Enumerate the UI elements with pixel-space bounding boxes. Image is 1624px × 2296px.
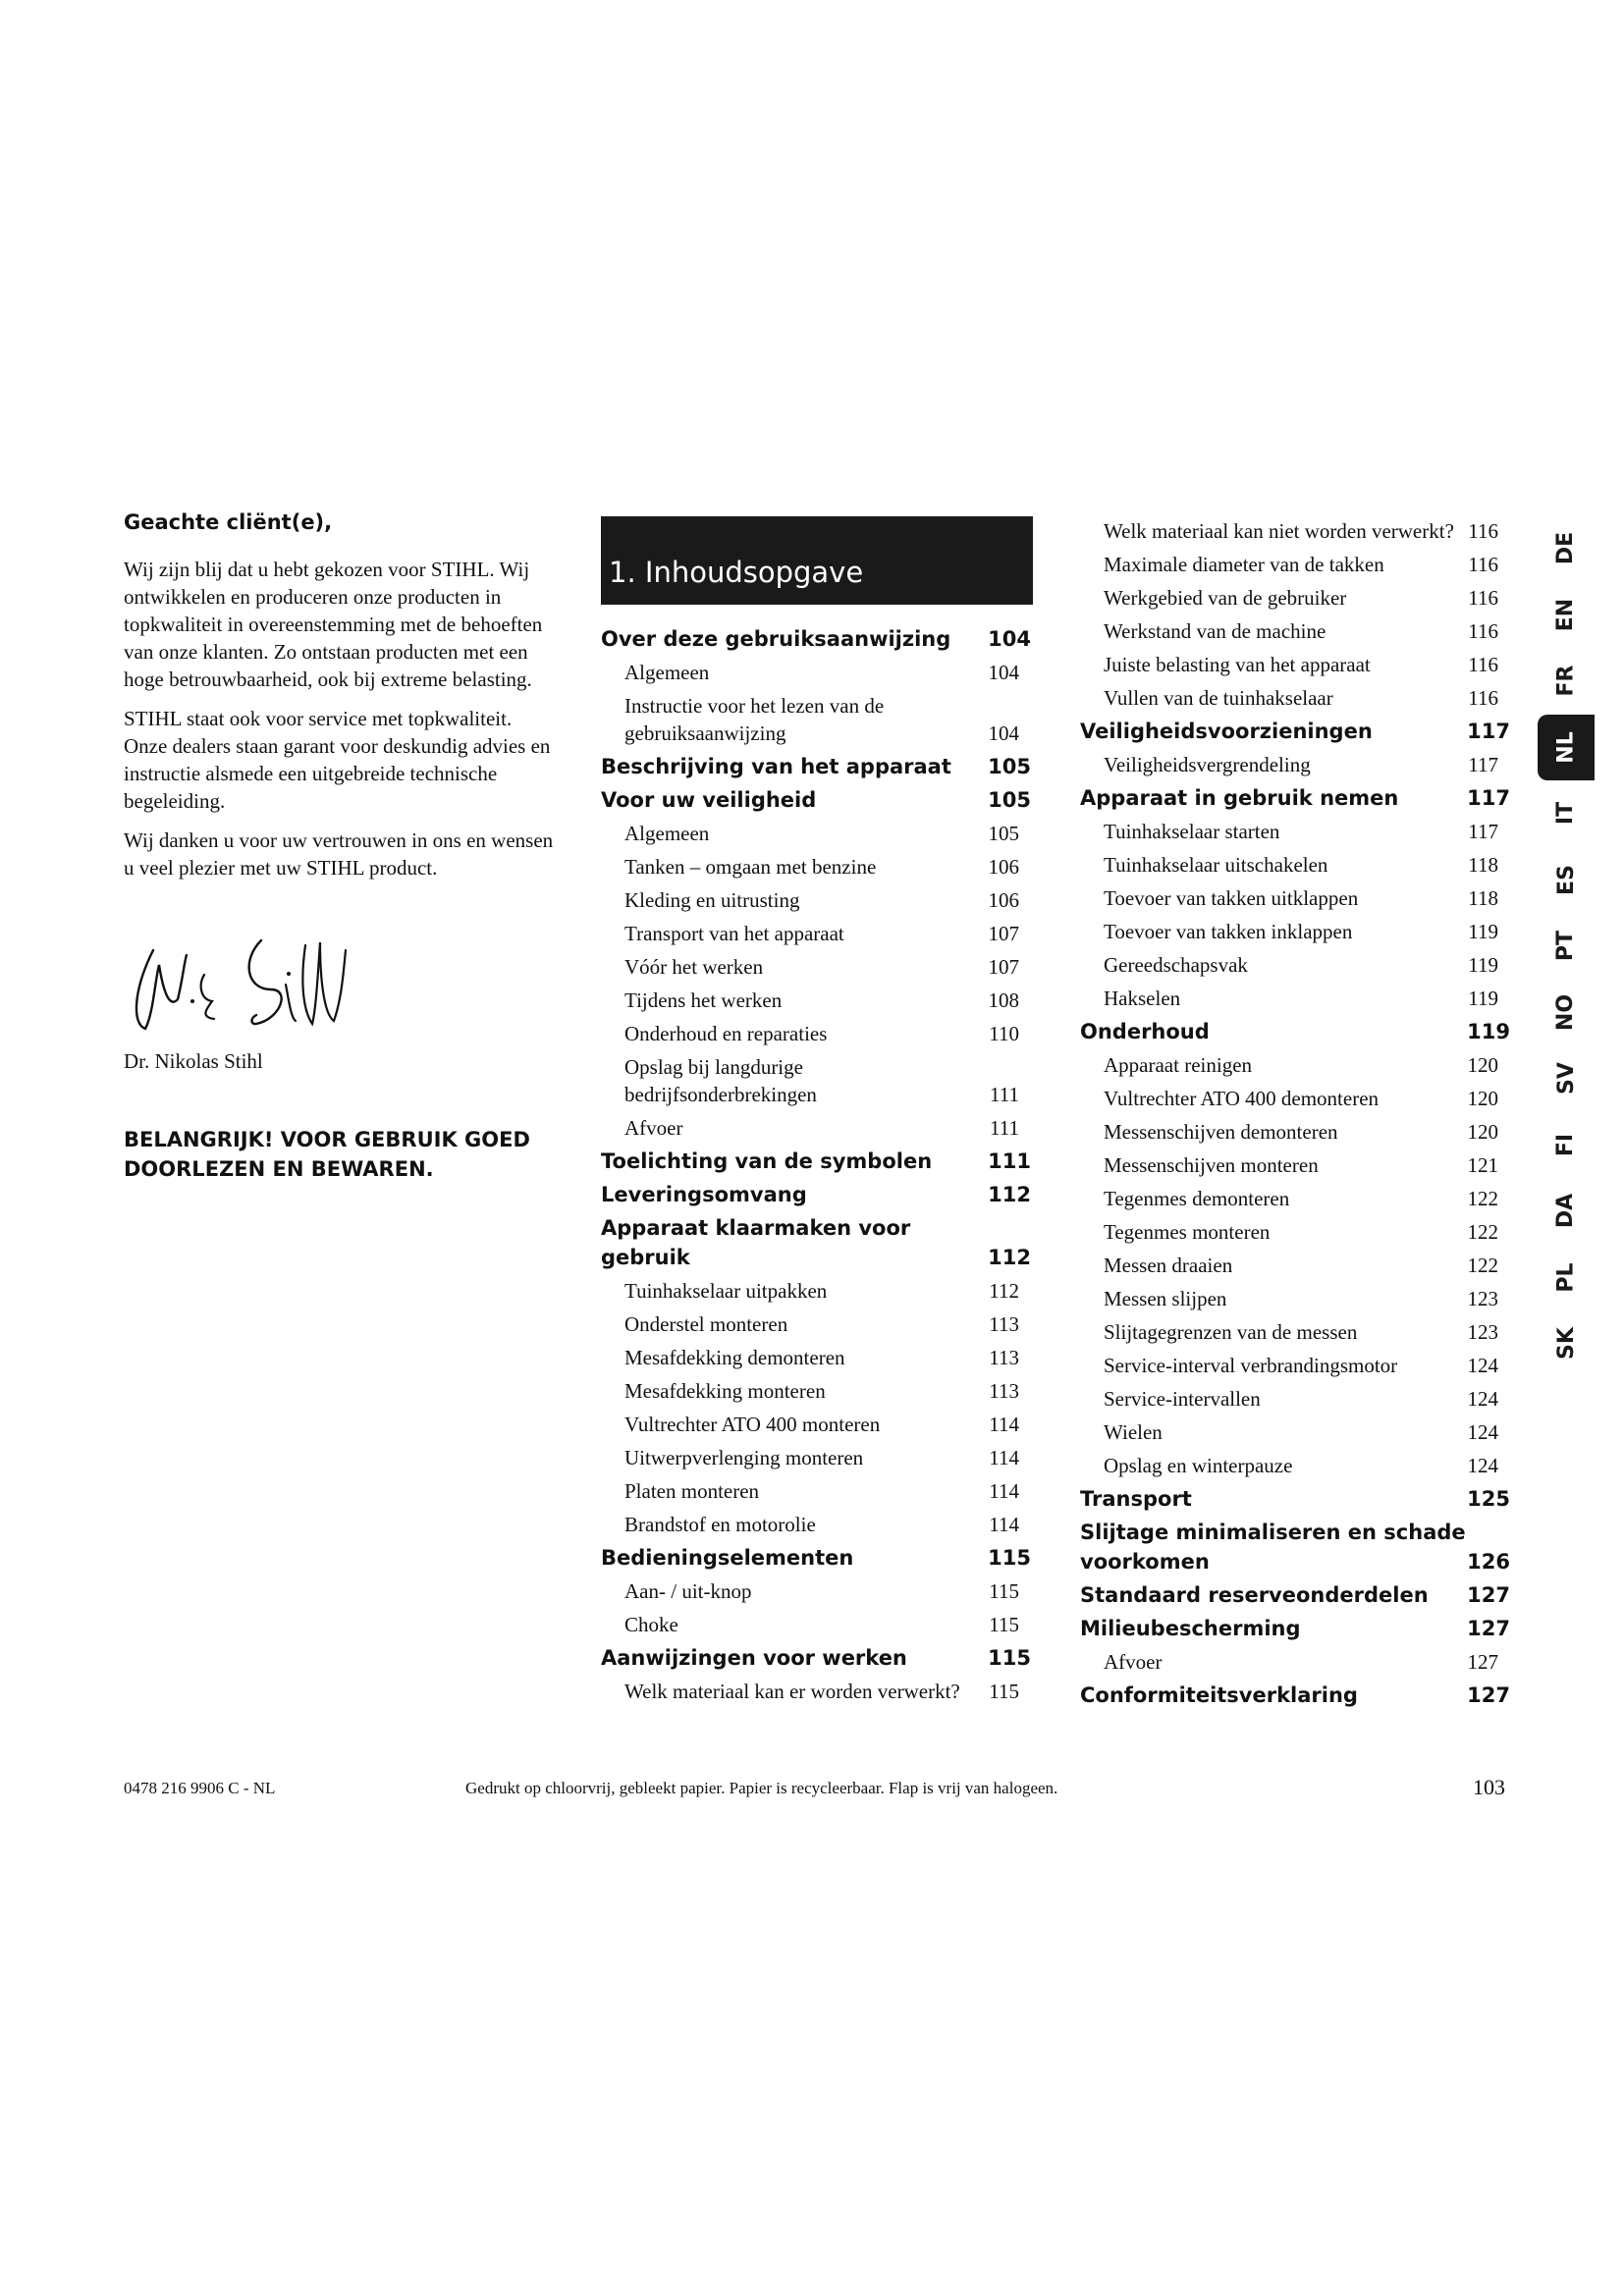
toc-list-2: [1080, 514, 1512, 1712]
toc-subsection: [601, 817, 1033, 850]
toc-entry-title: Messenschijven demonteren: [1104, 1120, 1338, 1144]
toc-entry-page: 110: [989, 1022, 1019, 1045]
toc-entry-title: Welk materiaal kan niet worden verwerkt?: [1104, 519, 1454, 543]
toc-entry-page: 127: [1467, 1650, 1498, 1674]
toc-entry-page: 126: [1467, 1550, 1510, 1574]
toc-section: [601, 1211, 1033, 1274]
toc-entry-page: 116: [1468, 586, 1498, 610]
toc-entry-page: 120: [1467, 1120, 1498, 1144]
toc-entry-title: Slijtage minimaliseren en schade voorkomen: [1080, 1521, 1466, 1574]
letter-paragraph-2: STIHL staat ook voor service met topkwaliteit. Onze dealers staan garant voor deskundig advies en instructie alsmede een uitgebreide technische begeleiding.: [124, 707, 551, 813]
toc-entry-title: Toevoer van takken inklappen: [1104, 920, 1353, 943]
language-tab-label: IT: [1553, 802, 1579, 826]
toc-subsection: [601, 850, 1033, 883]
toc-entry-title: Onderhoud: [1080, 1020, 1210, 1043]
toc-subsection: [601, 1274, 1033, 1308]
toc-entry-page: 117: [1468, 753, 1498, 776]
toc-entry-title: Messenschijven monteren: [1104, 1153, 1319, 1177]
toc-section: [1080, 1015, 1512, 1048]
toc-subsection: [1080, 514, 1512, 548]
toc-subsection: [601, 1408, 1033, 1441]
toc-subsection: [1080, 1148, 1512, 1182]
toc-entry-page: 117: [1467, 720, 1510, 743]
language-tab-label: NO: [1553, 993, 1579, 1031]
toc-entry-title: Opslag bij langdurige bedrijfsonderbrekingen: [624, 1055, 817, 1106]
letter-paragraph-1: Wij zijn blij dat u hebt gekozen voor STIHL. Wij ontwikkelen en produceren onze producten in topkwaliteit in overeenstemming met de behoeften van onze klanten. Zo ontstaan producten met een hoge betrouwbaarheid, ook bij extreme belasting.: [124, 558, 543, 691]
toc-subsection: [1080, 1282, 1512, 1315]
toc-entry-page: 117: [1468, 820, 1498, 843]
language-tab-de: [1538, 515, 1595, 582]
toc-entry-title: Choke: [624, 1613, 678, 1636]
toc-subsection: [601, 1308, 1033, 1341]
signature-image: [124, 931, 359, 1039]
language-tab-label: FR: [1553, 665, 1579, 697]
toc-entry-page: 111: [988, 1149, 1031, 1173]
toc-column-2: [1080, 514, 1512, 1712]
toc-entry-page: 105: [988, 788, 1031, 812]
toc-subsection: [1080, 548, 1512, 581]
toc-title: 1. Inhoudsopgave: [609, 556, 864, 589]
toc-entry-page: 123: [1467, 1287, 1498, 1310]
toc-subsection: [1080, 581, 1512, 614]
toc-subsection: [1080, 1349, 1512, 1382]
toc-subsection: [601, 950, 1033, 984]
toc-subsection: [601, 1508, 1033, 1541]
toc-entry-title: Messen draaien: [1104, 1254, 1233, 1277]
toc-entry-title: Conformiteitsverklaring: [1080, 1683, 1358, 1707]
toc-entry-page: 114: [989, 1446, 1019, 1469]
toc-section: [1080, 781, 1512, 815]
toc-subsection: [601, 1575, 1033, 1608]
toc-entry-page: 107: [988, 922, 1019, 945]
toc-entry-title: Wielen: [1104, 1420, 1163, 1444]
toc-entry-title: Leveringsomvang: [601, 1183, 807, 1206]
toc-entry-page: 121: [1467, 1153, 1498, 1177]
toc-section: [601, 1145, 1033, 1178]
toc-subsection: [1080, 614, 1512, 648]
toc-entry-title: Aanwijzingen voor werken: [601, 1646, 907, 1670]
language-tab-en: [1538, 582, 1595, 649]
toc-subsection: [1080, 1115, 1512, 1148]
toc-subsection: [1080, 1082, 1512, 1115]
toc-subsection: [601, 1111, 1033, 1145]
toc-subsection: [1080, 1182, 1512, 1215]
toc-entry-page: 122: [1467, 1254, 1498, 1277]
toc-entry-title: Tanken – omgaan met benzine: [624, 855, 877, 879]
toc-subsection: [601, 1017, 1033, 1050]
language-tab-da: [1538, 1178, 1595, 1245]
toc-entry-page: 112: [988, 1246, 1031, 1269]
toc-entry-title: Juiste belasting van het apparaat: [1104, 653, 1371, 676]
toc-entry-title: Aan- / uit-knop: [624, 1579, 752, 1603]
letter-column: [124, 510, 556, 1184]
toc-entry-title: Platen monteren: [624, 1479, 760, 1503]
toc-entry-page: 108: [988, 988, 1019, 1012]
toc-subsection: [601, 917, 1033, 950]
toc-entry-page: 116: [1468, 619, 1498, 643]
toc-entry-page: 120: [1467, 1087, 1498, 1110]
toc-entry-page: 127: [1467, 1617, 1510, 1640]
toc-subsection: [601, 1050, 1033, 1111]
toc-entry-page: 123: [1467, 1320, 1498, 1344]
toc-entry-page: 119: [1467, 1020, 1510, 1043]
language-tab-label: PL: [1553, 1262, 1579, 1293]
toc-entry-page: 104: [988, 627, 1031, 651]
language-tab-label: FI: [1553, 1133, 1579, 1156]
toc-entry-page: 113: [989, 1346, 1019, 1369]
toc-entry-title: Vultrechter ATO 400 demonteren: [1104, 1087, 1380, 1110]
toc-entry-page: 122: [1467, 1187, 1498, 1210]
toc-entry-title: Toelichting van de symbolen: [601, 1149, 933, 1173]
toc-section: [1080, 715, 1512, 748]
toc-entry-page: 117: [1467, 786, 1510, 810]
toc-entry-page: 112: [989, 1279, 1019, 1303]
toc-entry-title: Service-intervallen: [1104, 1387, 1261, 1411]
toc-entry-title: Standaard reserveonderdelen: [1080, 1583, 1429, 1607]
toc-entry-title: Toevoer van takken uitklappen: [1104, 886, 1359, 910]
toc-subsection: [601, 984, 1033, 1017]
toc-subsection: [601, 1608, 1033, 1641]
toc-section: [1080, 1679, 1512, 1712]
toc-entry-page: 116: [1468, 519, 1498, 543]
language-tab-fi: [1538, 1112, 1595, 1179]
toc-entry-title: Tuinhakselaar uitpakken: [624, 1279, 828, 1303]
toc-entry-title: Instructie voor het lezen van de gebruiksaanwijzing: [624, 694, 885, 745]
toc-entry-title: Transport van het apparaat: [624, 922, 844, 945]
toc-subsection: [601, 1341, 1033, 1374]
language-tab-pl: [1538, 1245, 1595, 1311]
toc-entry-title: Tegenmes monteren: [1104, 1220, 1271, 1244]
toc-entry-title: Beschrijving van het apparaat: [601, 755, 951, 778]
toc-entry-page: 105: [988, 822, 1019, 845]
toc-section: [1080, 1516, 1512, 1578]
toc-section: [601, 750, 1033, 783]
language-tab-sk: [1538, 1310, 1595, 1377]
toc-entry-title: Vultrechter ATO 400 monteren: [624, 1413, 881, 1436]
toc-entry-title: Werkstand van de machine: [1104, 619, 1326, 643]
toc-entry-title: Apparaat in gebruik nemen: [1080, 786, 1399, 810]
toc-entry-page: 118: [1468, 853, 1498, 877]
language-tab-label: ES: [1553, 864, 1579, 895]
toc-subsection: [1080, 748, 1512, 781]
toc-section: [601, 783, 1033, 817]
toc-subsection: [1080, 915, 1512, 948]
toc-entry-page: 125: [1467, 1487, 1510, 1511]
document-code: 0478 216 9906 C - NL: [124, 1779, 276, 1797]
toc-subsection: [601, 1675, 1033, 1708]
toc-subsection: [1080, 1315, 1512, 1349]
toc-entry-title: Werkgebied van de gebruiker: [1104, 586, 1347, 610]
toc-entry-title: Voor uw veiligheid: [601, 788, 817, 812]
toc-entry-title: Afvoer: [1104, 1650, 1163, 1674]
toc-entry-page: 113: [989, 1379, 1019, 1403]
paper-note: Gedrukt op chloorvrij, gebleekt papier. Papier is recycleerbaar. Flap is vrij van halogeen.: [465, 1779, 1058, 1797]
toc-entry-title: Service-interval verbrandingsmotor: [1104, 1354, 1398, 1377]
toc-entry-title: Veiligheidsvergrendeling: [1104, 753, 1311, 776]
language-tab-label: NL: [1553, 731, 1579, 764]
toc-entry-title: Milieubescherming: [1080, 1617, 1301, 1640]
toc-entry-page: 111: [990, 1116, 1019, 1140]
toc-entry-title: Slijtagegrenzen van de messen: [1104, 1320, 1358, 1344]
toc-entry-page: 115: [988, 1546, 1031, 1570]
toc-subsection: [1080, 815, 1512, 848]
toc-section: [601, 622, 1033, 656]
toc-entry-title: Vóór het werken: [624, 955, 764, 979]
toc-entry-page: 119: [1468, 953, 1498, 977]
toc-subsection: [601, 1441, 1033, 1474]
toc-section: [601, 1178, 1033, 1211]
toc-entry-page: 118: [1468, 886, 1498, 910]
toc-section: [1080, 1612, 1512, 1645]
toc-entry-title: Veiligheidsvoorzieningen: [1080, 720, 1373, 743]
language-tab-label: SV: [1553, 1062, 1579, 1095]
toc-subsection: [1080, 1249, 1512, 1282]
toc-entry-title: Afvoer: [624, 1116, 683, 1140]
language-tab-sv: [1538, 1045, 1595, 1112]
toc-entry-page: 115: [989, 1680, 1019, 1703]
toc-entry-title: Messen slijpen: [1104, 1287, 1227, 1310]
language-tab-fr: [1538, 648, 1595, 715]
toc-entry-title: Welk materiaal kan er worden verwerkt?: [624, 1680, 960, 1703]
toc-subsection: [1080, 848, 1512, 881]
toc-entry-page: 119: [1468, 920, 1498, 943]
toc-subsection: [1080, 1382, 1512, 1415]
toc-entry-title: Gereedschapsvak: [1104, 953, 1248, 977]
toc-entry-title: Bedieningselementen: [601, 1546, 854, 1570]
letter-paragraph-3: Wij danken u voor uw vertrouwen in ons en wensen u veel plezier met uw STIHL product.: [124, 828, 554, 880]
toc-entry-page: 115: [988, 1646, 1031, 1670]
toc-entry-title: Vullen van de tuinhakselaar: [1104, 686, 1333, 710]
toc-subsection: [601, 1474, 1033, 1508]
toc-subsection: [1080, 1215, 1512, 1249]
toc-entry-title: Tegenmes demonteren: [1104, 1187, 1290, 1210]
language-tab-label: PT: [1553, 931, 1579, 962]
toc-entry-page: 124: [1467, 1387, 1498, 1411]
toc-entry-page: 116: [1468, 686, 1498, 710]
toc-entry-page: 116: [1468, 553, 1498, 576]
toc-section: [601, 1641, 1033, 1675]
toc-entry-title: Onderstel monteren: [624, 1312, 788, 1336]
toc-entry-page: 124: [1467, 1354, 1498, 1377]
language-tab-es: [1538, 847, 1595, 914]
important-notice: BELANGRIJK! VOOR GEBRUIK GOED DOORLEZEN EN BEWAREN.: [124, 1128, 530, 1181]
toc-section: [601, 1541, 1033, 1575]
toc-entry-page: 124: [1467, 1454, 1498, 1477]
toc-subsection: [1080, 948, 1512, 982]
toc-entry-page: 120: [1467, 1053, 1498, 1077]
toc-entry-page: 115: [989, 1613, 1019, 1636]
toc-entry-title: Apparaat reinigen: [1104, 1053, 1253, 1077]
toc-entry-page: 106: [988, 888, 1019, 912]
toc-list-1: [601, 622, 1033, 1708]
toc-entry-title: Algemeen: [624, 822, 710, 845]
toc-entry-title: Tijdens het werken: [624, 988, 783, 1012]
greeting: Geachte cliënt(e),: [124, 510, 333, 534]
language-tab-no: [1538, 980, 1595, 1046]
toc-subsection: [1080, 681, 1512, 715]
toc-entry-title: Tuinhakselaar starten: [1104, 820, 1280, 843]
toc-subsection: [1080, 648, 1512, 681]
language-tab-nl: [1538, 715, 1595, 781]
toc-subsection: [601, 689, 1033, 750]
toc-column-1: [601, 510, 1033, 1708]
toc-entry-title: Transport: [1080, 1487, 1192, 1511]
page-number: 103: [1473, 1775, 1505, 1799]
language-tab-label: EN: [1553, 598, 1579, 631]
toc-entry-page: 119: [1468, 987, 1498, 1010]
toc-entry-page: 122: [1467, 1220, 1498, 1244]
toc-entry-page: 114: [989, 1513, 1019, 1536]
toc-entry-page: 112: [988, 1183, 1031, 1206]
toc-entry-page: 104: [988, 721, 1019, 745]
toc-entry-page: 114: [989, 1479, 1019, 1503]
toc-entry-title: Over deze gebruiksaanwijzing: [601, 627, 951, 651]
toc-section: [1080, 1578, 1512, 1612]
toc-entry-page: 127: [1467, 1583, 1510, 1607]
toc-subsection: [1080, 1449, 1512, 1482]
toc-entry-page: 114: [989, 1413, 1019, 1436]
toc-entry-title: Uitwerpverlenging monteren: [624, 1446, 864, 1469]
toc-title-bar: [601, 516, 1033, 605]
toc-subsection: [601, 656, 1033, 689]
toc-subsection: [1080, 1645, 1512, 1679]
toc-subsection: [601, 1374, 1033, 1408]
toc-entry-page: 124: [1467, 1420, 1498, 1444]
toc-subsection: [601, 883, 1033, 917]
signer-name: Dr. Nikolas Stihl: [124, 1049, 263, 1073]
language-tab-label: SK: [1553, 1327, 1579, 1361]
toc-entry-page: 127: [1467, 1683, 1510, 1707]
toc-entry-title: Kleding en uitrusting: [624, 888, 800, 912]
toc-entry-title: Mesafdekking monteren: [624, 1379, 826, 1403]
toc-section: [1080, 1482, 1512, 1516]
toc-entry-title: Mesafdekking demonteren: [624, 1346, 845, 1369]
toc-entry-title: Onderhoud en reparaties: [624, 1022, 828, 1045]
toc-entry-title: Opslag en winterpauze: [1104, 1454, 1293, 1477]
toc-entry-page: 113: [989, 1312, 1019, 1336]
toc-entry-page: 111: [990, 1083, 1019, 1106]
language-tab-it: [1538, 780, 1595, 847]
toc-entry-page: 106: [988, 855, 1019, 879]
toc-entry-page: 104: [988, 661, 1019, 684]
toc-entry-title: Maximale diameter van de takken: [1104, 553, 1384, 576]
toc-entry-title: Hakselen: [1104, 987, 1181, 1010]
language-tab-label: DE: [1553, 532, 1579, 565]
toc-subsection: [1080, 881, 1512, 915]
toc-entry-page: 115: [989, 1579, 1019, 1603]
toc-subsection: [1080, 982, 1512, 1015]
toc-entry-title: Tuinhakselaar uitschakelen: [1104, 853, 1328, 877]
toc-entry-page: 105: [988, 755, 1031, 778]
language-tab-pt: [1538, 913, 1595, 980]
toc-entry-title: Brandstof en motorolie: [624, 1513, 816, 1536]
toc-subsection: [1080, 1048, 1512, 1082]
toc-subsection: [1080, 1415, 1512, 1449]
toc-entry-title: Algemeen: [624, 661, 710, 684]
language-tab-label: DA: [1553, 1194, 1579, 1229]
toc-entry-page: 116: [1468, 653, 1498, 676]
language-tabs: [1538, 515, 1595, 1377]
toc-entry-title: Apparaat klaarmaken voor gebruik: [601, 1216, 911, 1269]
toc-entry-page: 107: [988, 955, 1019, 979]
